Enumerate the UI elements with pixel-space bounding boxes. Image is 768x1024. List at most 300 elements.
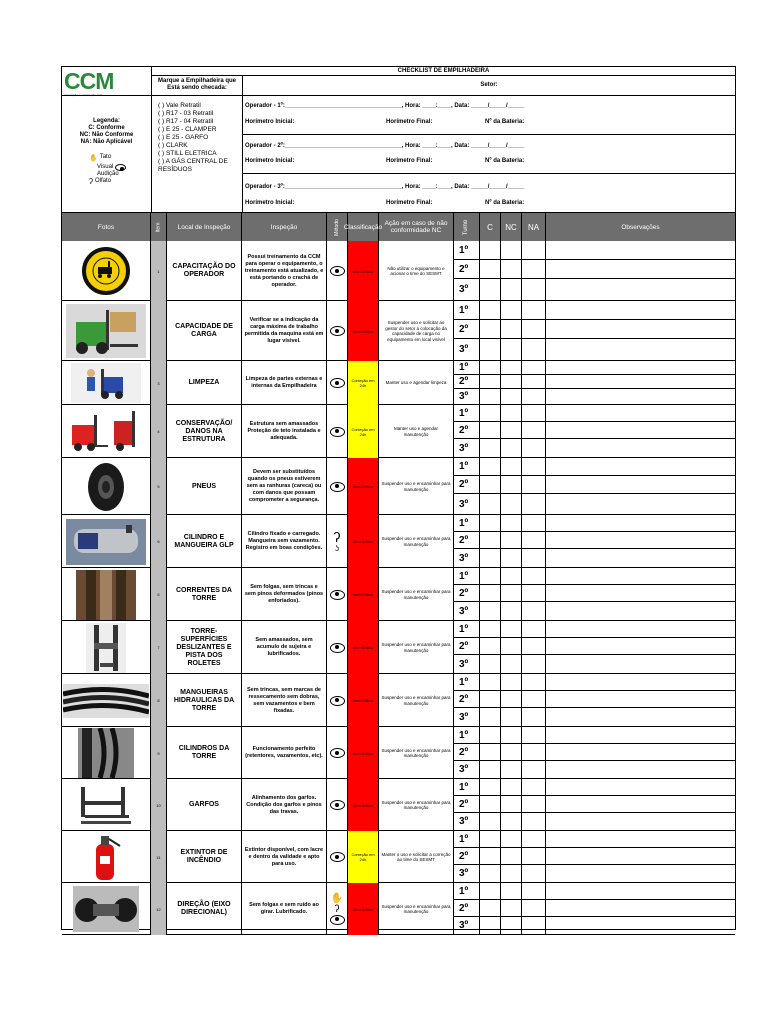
operator-3-block [242, 173, 736, 213]
turno-label: 2º [454, 848, 480, 865]
acao-text: Suspender uso e encaminhar para manutenção [379, 727, 454, 779]
check-nao-aplicavel[interactable] [522, 549, 545, 567]
check-nao-conforme[interactable] [501, 900, 521, 917]
check-nao-aplicavel[interactable] [522, 883, 545, 900]
check-nao-aplicavel[interactable] [522, 691, 545, 708]
check-conforme[interactable] [480, 865, 500, 882]
observacao-field[interactable] [546, 439, 735, 457]
observacao-field[interactable] [546, 515, 735, 532]
turno-cell [454, 883, 480, 935]
metodo-cell [327, 241, 348, 301]
col-fotos: Fotos [62, 213, 151, 241]
check-nao-conforme[interactable] [501, 422, 521, 439]
col-local: Local de Inspeção [167, 213, 242, 241]
operator-1-block [242, 95, 736, 135]
turno-label: 1º [454, 883, 480, 900]
check-conforme[interactable] [480, 883, 500, 900]
check-nao-conforme[interactable] [501, 848, 521, 865]
c-cell [480, 727, 501, 779]
observacao-field[interactable] [546, 549, 735, 567]
observacao-field[interactable] [546, 361, 735, 375]
observacao-field[interactable] [546, 476, 735, 494]
check-nao-conforme[interactable] [501, 494, 521, 514]
check-nao-conforme[interactable] [501, 621, 521, 638]
nc-cell [501, 831, 522, 883]
nc-cell [501, 515, 522, 568]
check-nao-aplicavel[interactable] [522, 779, 545, 796]
machine-option[interactable]: ( ) Vale Retratil [158, 102, 201, 109]
senses-legend [89, 154, 149, 185]
check-nao-conforme[interactable] [501, 602, 521, 620]
check-nao-aplicavel[interactable] [522, 422, 545, 439]
observacao-field[interactable] [546, 848, 735, 865]
checklist-sheet [61, 66, 736, 930]
check-nao-conforme[interactable] [501, 779, 521, 796]
acao-text: Manter uso e agendar manutenção [379, 405, 454, 458]
check-nao-conforme[interactable] [501, 458, 521, 476]
col-inspecao: Inspeção [242, 213, 327, 241]
check-conforme[interactable] [480, 655, 500, 673]
check-nao-conforme[interactable] [501, 301, 521, 320]
item-number: 6 [151, 568, 167, 621]
check-nao-conforme[interactable] [501, 439, 521, 457]
eye-icon [330, 482, 345, 492]
metodo-cell [327, 831, 348, 883]
check-nao-aplicavel[interactable] [522, 831, 545, 848]
check-nao-aplicavel[interactable] [522, 320, 545, 339]
check-nao-aplicavel[interactable] [522, 900, 545, 917]
check-conforme[interactable] [480, 761, 500, 778]
local-inspecao: MANGUEIRAS HIDRAULICAS DA TORRE [167, 674, 242, 727]
check-conforme[interactable] [480, 638, 500, 655]
observacoes-cell [546, 674, 735, 727]
col-turno: Turno [454, 213, 480, 241]
observacao-field[interactable] [546, 865, 735, 882]
check-conforme[interactable] [480, 621, 500, 638]
check-nao-aplicavel[interactable] [522, 494, 545, 514]
check-nao-conforme[interactable] [501, 796, 521, 813]
observacao-field[interactable] [546, 708, 735, 726]
setor-field[interactable]: Setor: [242, 75, 736, 96]
check-nao-aplicavel[interactable] [522, 708, 545, 726]
check-conforme[interactable] [480, 691, 500, 708]
observacao-field[interactable] [546, 241, 735, 260]
observacao-field[interactable] [546, 279, 735, 300]
check-nao-aplicavel[interactable] [522, 638, 545, 655]
col-item: Item [151, 213, 167, 241]
turno-label: 2º [454, 744, 480, 761]
check-nao-aplicavel[interactable] [522, 674, 545, 691]
turno-label: 1º [454, 831, 480, 848]
check-conforme[interactable] [480, 900, 500, 917]
eye-icon [115, 164, 126, 171]
acao-text: Suspender uso e encaminhar para manutenção [379, 779, 454, 831]
check-nao-aplicavel[interactable] [522, 279, 545, 300]
logo-box [61, 66, 152, 96]
ear-icon: ʔ [334, 903, 340, 915]
machine-option[interactable]: ( ) E 25 - GARFO [158, 134, 209, 141]
acao-text: Suspender uso e encaminhar para manutenção [379, 621, 454, 674]
check-conforme[interactable] [480, 549, 500, 567]
observacao-field[interactable] [546, 375, 735, 389]
inspecao-text: Alinhamento dos garfos. Condição dos garfos e pinos das travas. [242, 779, 327, 831]
check-nao-conforme[interactable] [501, 361, 521, 375]
check-nao-conforme[interactable] [501, 917, 521, 934]
check-conforme[interactable] [480, 494, 500, 514]
turno-cell [454, 621, 480, 674]
observacao-field[interactable] [546, 883, 735, 900]
check-nao-aplicavel[interactable] [522, 260, 545, 279]
check-conforme[interactable] [480, 405, 500, 422]
check-nao-aplicavel[interactable] [522, 476, 545, 494]
turno-label: 3º [459, 284, 469, 295]
check-conforme[interactable] [480, 727, 500, 744]
acao-text: Suspender uso e encaminhar para manutenção [379, 674, 454, 727]
eye-icon [330, 266, 345, 276]
operator-2-bateria[interactable]: Nº da Bateria: [485, 158, 525, 164]
operator-3-bateria[interactable]: Nº da Bateria: [485, 200, 525, 206]
check-nao-aplicavel[interactable] [522, 568, 545, 585]
check-nao-conforme[interactable] [501, 727, 521, 744]
check-nao-aplicavel[interactable] [522, 727, 545, 744]
check-conforme[interactable] [480, 674, 500, 691]
eye-icon [330, 915, 345, 925]
check-nao-aplicavel[interactable] [522, 405, 545, 422]
classificacao-badge: Item Crítico [348, 458, 379, 515]
check-conforme[interactable] [480, 813, 500, 830]
nc-cell [501, 301, 522, 361]
check-conforme[interactable] [480, 458, 500, 476]
check-nao-aplicavel[interactable] [522, 865, 545, 882]
check-nao-aplicavel[interactable] [522, 301, 545, 320]
observacao-field[interactable] [546, 320, 735, 339]
machine-option[interactable]: ( ) STILL ELETRICA [158, 150, 217, 157]
check-nao-conforme[interactable] [501, 389, 521, 404]
observacao-field[interactable] [546, 458, 735, 476]
check-conforme[interactable] [480, 744, 500, 761]
local-inspecao: CORRENTES DA TORRE [167, 568, 242, 621]
check-nao-conforme[interactable] [501, 375, 521, 389]
na-cell [522, 831, 546, 883]
na-cell [522, 727, 546, 779]
check-nao-conforme[interactable] [501, 708, 521, 726]
na-cell [522, 361, 546, 405]
observacao-field[interactable] [546, 638, 735, 655]
check-nao-aplicavel[interactable] [522, 375, 545, 389]
check-conforme[interactable] [480, 602, 500, 620]
acao-text: Suspender uso e encaminhar para manutenção [379, 568, 454, 621]
table-row [62, 883, 735, 935]
turno-label: 2º [454, 691, 480, 708]
local-inspecao: EXTINTOR DE INCÊNDIO [167, 831, 242, 883]
turno-label: 2º [454, 375, 480, 389]
check-nao-conforme[interactable] [501, 831, 521, 848]
check-nao-aplicavel[interactable] [522, 389, 545, 404]
observacao-field[interactable] [546, 674, 735, 691]
check-nao-aplicavel[interactable] [522, 848, 545, 865]
check-conforme[interactable] [480, 779, 500, 796]
nose-icon: ʖ [335, 544, 339, 553]
check-nao-conforme[interactable] [501, 813, 521, 830]
na-cell [522, 515, 546, 568]
machine-option[interactable]: ( ) CLARK [158, 142, 188, 149]
turno-label: 1º [454, 515, 480, 532]
check-conforme[interactable] [480, 585, 500, 602]
col-na: NA [522, 213, 546, 241]
observacoes-cell [546, 568, 735, 621]
check-conforme[interactable] [480, 515, 500, 532]
na-cell [522, 241, 546, 301]
observacao-field[interactable] [546, 422, 735, 439]
check-conforme[interactable] [480, 301, 500, 320]
acao-text: Não utilizar o equipamento e acionar o time do SESMT [379, 241, 454, 301]
item-number: 11 [151, 831, 167, 883]
machine-option[interactable]: ( ) R17 - 04 Retratil [158, 118, 214, 125]
na-cell [522, 301, 546, 361]
ear-icon: ʔ [333, 529, 341, 545]
operator-1-bateria[interactable]: Nº da Bateria: [485, 119, 525, 125]
turno-label: 1º [454, 727, 480, 744]
turno-label: 3º [459, 442, 469, 454]
observacao-field[interactable] [546, 761, 735, 778]
check-conforme[interactable] [480, 532, 500, 549]
observacao-field[interactable] [546, 831, 735, 848]
c-cell [480, 779, 501, 831]
check-conforme[interactable] [480, 708, 500, 726]
check-nao-aplicavel[interactable] [522, 515, 545, 532]
check-nao-aplicavel[interactable] [522, 585, 545, 602]
c-cell [480, 621, 501, 674]
observacoes-cell [546, 361, 735, 405]
observacao-field[interactable] [546, 727, 735, 744]
turno-label: 3º [459, 816, 469, 827]
metodo-cell [327, 458, 348, 515]
sense-audicao: Audição [97, 171, 119, 177]
check-conforme[interactable] [480, 796, 500, 813]
check-conforme[interactable] [480, 361, 500, 375]
observacao-field[interactable] [546, 568, 735, 585]
check-nao-conforme[interactable] [501, 655, 521, 673]
observacao-field[interactable] [546, 813, 735, 830]
hand-icon: ✋ [89, 155, 98, 162]
observacao-field[interactable] [546, 339, 735, 360]
check-nao-conforme[interactable] [501, 405, 521, 422]
check-nao-conforme[interactable] [501, 260, 521, 279]
check-nao-conforme[interactable] [501, 585, 521, 602]
observacao-field[interactable] [546, 602, 735, 620]
machine-option[interactable]: ( ) R17 - 03 Retratil [158, 110, 214, 117]
classificacao-badge: Item Crítico [348, 883, 379, 935]
check-nao-conforme[interactable] [501, 320, 521, 339]
metodo-cell [327, 568, 348, 621]
check-nao-conforme[interactable] [501, 865, 521, 882]
check-nao-aplicavel[interactable] [522, 361, 545, 375]
column-header-row [62, 213, 735, 241]
check-nao-aplicavel[interactable] [522, 813, 545, 830]
observacao-field[interactable] [546, 405, 735, 422]
observacao-field[interactable] [546, 532, 735, 549]
check-nao-conforme[interactable] [501, 761, 521, 778]
legend-box [61, 95, 152, 213]
turno-label: 1º [454, 568, 480, 585]
turno-label: 2º [454, 422, 480, 439]
operator-3-line[interactable]: Operador - 3º:___________________________________, Hora: ____:____, Data: _____/_____/_____ [245, 184, 525, 190]
turno-cell [454, 727, 480, 779]
table-row [62, 674, 735, 727]
table-row [62, 727, 735, 779]
check-nao-aplicavel[interactable] [522, 532, 545, 549]
check-nao-aplicavel[interactable] [522, 602, 545, 620]
check-nao-aplicavel[interactable] [522, 241, 545, 260]
turno-label: 1º [454, 241, 480, 260]
document-title: CHECKLIST DE EMPILHADEIRA [151, 66, 736, 76]
operator-3-horimetro-inicial[interactable]: Horímetro Inicial: [245, 200, 295, 206]
header [62, 67, 735, 213]
col-classificacao: Classificação [348, 213, 379, 241]
observacao-field[interactable] [546, 621, 735, 638]
row-photo [62, 674, 151, 727]
table-row [62, 779, 735, 831]
check-nao-conforme[interactable] [501, 568, 521, 585]
check-nao-conforme[interactable] [501, 638, 521, 655]
observacoes-cell [546, 458, 735, 515]
observacao-field[interactable] [546, 585, 735, 602]
turno-label: 3º [459, 920, 469, 931]
check-conforme[interactable] [480, 568, 500, 585]
metodo-cell [327, 674, 348, 727]
turno-label: 2º [454, 900, 480, 917]
na-cell [522, 779, 546, 831]
check-nao-aplicavel[interactable] [522, 761, 545, 778]
observacoes-cell [546, 779, 735, 831]
observacao-field[interactable] [546, 779, 735, 796]
classificacao-badge: Correção em 24h [348, 831, 379, 883]
c-cell [480, 883, 501, 935]
check-nao-conforme[interactable] [501, 691, 521, 708]
row-photo [62, 458, 151, 515]
turno-cell [454, 241, 480, 301]
observacao-field[interactable] [546, 900, 735, 917]
check-conforme[interactable] [480, 848, 500, 865]
check-nao-aplicavel[interactable] [522, 796, 545, 813]
check-conforme[interactable] [480, 917, 500, 934]
check-nao-aplicavel[interactable] [522, 744, 545, 761]
classificacao-badge: Item Crítico [348, 674, 379, 727]
turno-label: 3º [459, 605, 469, 617]
check-conforme[interactable] [480, 260, 500, 279]
operator-3-horimetro-final[interactable]: Horímetro Final: [386, 200, 433, 206]
turno-label: 2º [454, 260, 480, 279]
inspecao-text: Sem folgas e sem ruído ao girar. Lubrificado. [242, 883, 327, 935]
operator-2-horimetro-inicial[interactable]: Horímetro Inicial: [245, 158, 295, 164]
check-nao-conforme[interactable] [501, 279, 521, 300]
c-cell [480, 568, 501, 621]
check-conforme[interactable] [480, 375, 500, 389]
machine-option[interactable]: ( ) A GÁS CENTRAL DE RESÍDUOS [158, 158, 228, 173]
classificacao-badge: Item Crítico [348, 241, 379, 301]
col-nc: NC [501, 213, 522, 241]
machine-option[interactable]: ( ) E 25 - CLAMPER [158, 126, 217, 133]
operator-1-horimetro-final[interactable]: Horímetro Final: [386, 119, 433, 125]
classificacao-badge: Item Crítico [348, 727, 379, 779]
check-nao-conforme[interactable] [501, 515, 521, 532]
turno-label: 1º [454, 674, 480, 691]
check-conforme[interactable] [480, 439, 500, 457]
check-nao-conforme[interactable] [501, 549, 521, 567]
check-nao-conforme[interactable] [501, 674, 521, 691]
acao-text: Manter o uso e solicitar a correção ao time do SESMT [379, 831, 454, 883]
check-conforme[interactable] [480, 831, 500, 848]
check-nao-aplicavel[interactable] [522, 917, 545, 934]
check-conforme[interactable] [480, 279, 500, 300]
check-nao-conforme[interactable] [501, 883, 521, 900]
operator-2-horimetro-final[interactable]: Horímetro Final: [386, 158, 433, 164]
check-conforme[interactable] [480, 339, 500, 360]
legend-nao-conforme: NC: Não Conforme [79, 132, 134, 138]
classificacao-badge: Item Crítico [348, 515, 379, 568]
check-nao-conforme[interactable] [501, 241, 521, 260]
turno-label: 1º [454, 405, 480, 422]
legend-nao-aplicavel: NA: Não Aplicável [80, 139, 133, 145]
table-row [62, 515, 735, 568]
observacao-field[interactable] [546, 494, 735, 514]
nc-cell [501, 779, 522, 831]
observacao-field[interactable] [546, 796, 735, 813]
check-conforme[interactable] [480, 320, 500, 339]
inspecao-text: Estrutura sem amassados Proteção de teto instalada e adequada. [242, 405, 327, 458]
check-nao-aplicavel[interactable] [522, 655, 545, 673]
check-conforme[interactable] [480, 422, 500, 439]
check-nao-conforme[interactable] [501, 744, 521, 761]
check-nao-aplicavel[interactable] [522, 621, 545, 638]
operator-1-line[interactable]: Operador - 1º:___________________________________, Hora: ____:____, Data: _____/_____/_____ [245, 103, 525, 109]
check-nao-aplicavel[interactable] [522, 439, 545, 457]
observacao-field[interactable] [546, 691, 735, 708]
observacao-field[interactable] [546, 260, 735, 279]
observacao-field[interactable] [546, 917, 735, 934]
acao-text: Suspender uso e encaminhar para manutenção [379, 515, 454, 568]
observacao-field[interactable] [546, 301, 735, 320]
observacao-field[interactable] [546, 389, 735, 404]
check-nao-conforme[interactable] [501, 532, 521, 549]
check-conforme[interactable] [480, 476, 500, 494]
check-nao-aplicavel[interactable] [522, 339, 545, 360]
observacao-field[interactable] [546, 744, 735, 761]
ear-icon: ʔ [89, 177, 93, 186]
row-photo [62, 831, 151, 883]
item-number: 12 [151, 883, 167, 935]
check-nao-aplicavel[interactable] [522, 458, 545, 476]
turno-cell [454, 568, 480, 621]
operator-1-horimetro-inicial[interactable]: Horímetro Inicial: [245, 119, 295, 125]
nc-cell [501, 458, 522, 515]
turno-label: 2º [454, 320, 480, 339]
acao-text: Suspender uso e encaminhar para manutenção [379, 458, 454, 515]
turno-label: 3º [459, 498, 469, 510]
inspecao-text: Sem folgas, sem trincas e sem pinos deformados (pinos enforiados). [242, 568, 327, 621]
observacao-field[interactable] [546, 655, 735, 673]
row-photo [62, 301, 151, 361]
c-cell [480, 301, 501, 361]
check-conforme[interactable] [480, 389, 500, 404]
metodo-cell [327, 361, 348, 405]
check-nao-conforme[interactable] [501, 339, 521, 360]
check-nao-conforme[interactable] [501, 476, 521, 494]
operator-2-line[interactable]: Operador - 2º:___________________________________, Hora: ____:____, Data: _____/_____/_____ [245, 143, 525, 149]
observacoes-cell [546, 241, 735, 301]
check-conforme[interactable] [480, 241, 500, 260]
item-number: 10 [151, 779, 167, 831]
